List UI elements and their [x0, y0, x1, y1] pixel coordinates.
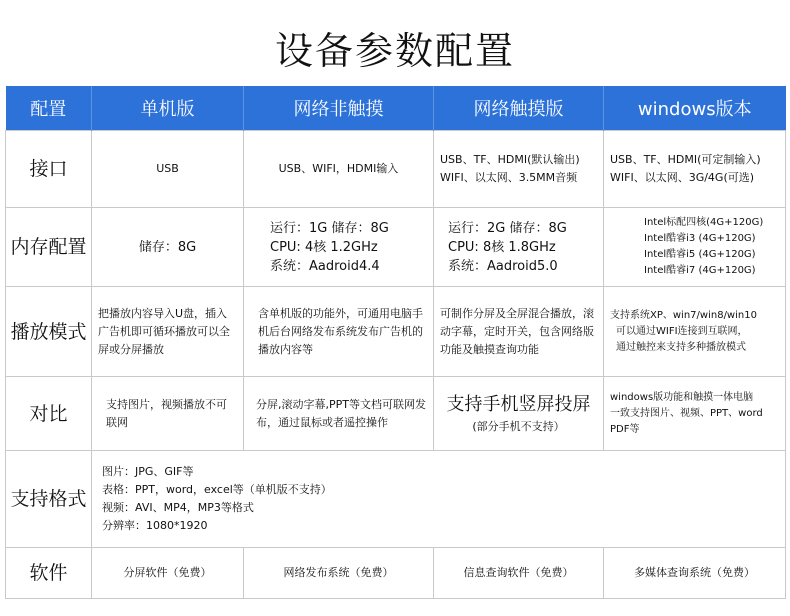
memory-touch-line: 系统：Aadroid5.0	[448, 258, 558, 274]
software-windows: 多媒体查询系统（免费）	[604, 548, 786, 599]
header-standalone: 单机版	[92, 86, 244, 131]
memory-windows	[604, 208, 786, 287]
playback-nontouch-text: 含单机版的功能外，可通用电脑手机后台网络发布系统发布广告机的播放内容等	[258, 306, 423, 356]
header-network-touch: 网络触摸版	[434, 86, 604, 131]
compare-standalone	[92, 377, 244, 451]
interface-network-touch-line: USB、TF、HDMI(默认输出)	[440, 153, 580, 166]
table-row	[6, 377, 786, 451]
playback-windows	[604, 287, 786, 377]
table-row	[6, 451, 786, 548]
memory-nontouch-line: 运行：1G 储存：8G	[270, 220, 389, 236]
software-standalone: 分屏软件（免费）	[92, 548, 244, 599]
memory-network-touch	[434, 208, 604, 287]
memory-windows-line: Intel酷睿i3 (4G+120G)	[644, 233, 756, 244]
playback-standalone-text: 把播放内容导入U盘，插入广告机即可循环播放可以全屏或分屏播放	[98, 306, 230, 356]
compare-windows-line: 一致支持图片、视频、PPT、word	[610, 407, 763, 419]
table-row	[6, 208, 786, 287]
header-network-nontouch: 网络非触摸	[244, 86, 434, 131]
software-network-nontouch: 网络发布系统（免费）	[244, 548, 434, 599]
row-label-compare: 对比	[6, 377, 92, 451]
formats-cell	[92, 451, 786, 548]
table-header-row	[6, 86, 786, 131]
memory-windows-line: Intel酷睿i7 (4G+120G)	[644, 265, 756, 276]
playback-network-nontouch	[244, 287, 434, 377]
row-label-formats: 支持格式	[6, 451, 92, 548]
row-label-memory: 内存配置	[6, 208, 92, 287]
compare-network-nontouch	[244, 377, 434, 451]
row-label-playback: 播放模式	[6, 287, 92, 377]
formats-line: 表格：PPT，word，excel等（单机版不支持）	[102, 483, 332, 496]
memory-windows-line: Intel酷睿i5 (4G+120G)	[644, 249, 756, 260]
memory-touch-line: 运行：2G 储存：8G	[448, 220, 567, 236]
spec-table	[5, 86, 786, 599]
table-row	[6, 131, 786, 208]
playback-windows-line: 通过触控来支持多种播放模式	[616, 341, 746, 353]
compare-windows	[604, 377, 786, 451]
memory-windows-line: Intel标配四核(4G+120G)	[644, 217, 764, 228]
playback-network-touch	[434, 287, 604, 377]
compare-nontouch-text: 分屏,滚动字幕,PPT等文档可联网发布，通过鼠标或者遥控操作	[256, 397, 426, 429]
interface-network-nontouch: USB、WIFI，HDMI输入	[244, 131, 434, 208]
compare-network-touch	[434, 377, 604, 451]
playback-standalone	[92, 287, 244, 377]
compare-windows-line: windows版功能和触摸一体电脑	[610, 391, 754, 403]
memory-standalone: 储存：8G	[92, 208, 244, 287]
interface-windows-line: WIFI、以太网、3G/4G(可选)	[610, 171, 755, 184]
table-row	[6, 548, 786, 599]
formats-line: 分辨率：1080*1920	[102, 519, 208, 532]
interface-windows	[604, 131, 786, 208]
memory-nontouch-line: 系统：Aadroid4.4	[270, 258, 380, 274]
compare-windows-line: PDF等	[610, 423, 640, 435]
software-network-touch: 信息查询软件（免费）	[434, 548, 604, 599]
formats-line: 视频：AVI、MP4，MP3等格式	[102, 501, 254, 514]
interface-network-touch	[434, 131, 604, 208]
compare-standalone-text: 支持图片，视频播放不可联网	[106, 397, 227, 429]
header-config: 配置	[6, 86, 92, 131]
memory-network-nontouch	[244, 208, 434, 287]
formats-line: 图片：JPG、GIF等	[102, 465, 194, 478]
interface-windows-line: USB、TF、HDMI(可定制输入)	[610, 153, 761, 166]
playback-touch-text: 可制作分屏及全屏混合播放，滚动字幕，定时开关，包含网络版功能及触摸查询功能	[440, 306, 594, 356]
page-title: 设备参数配置	[274, 29, 515, 73]
interface-network-touch-line: WIFI、以太网、3.5MM音频	[440, 171, 578, 184]
header-windows: windows版本	[604, 86, 786, 131]
playback-windows-line: 支持系统XP、win7/win8/win10	[610, 309, 757, 321]
compare-touch-note: (部分手机不支持）	[472, 419, 565, 433]
row-label-interface: 接口	[6, 131, 92, 208]
memory-nontouch-line: CPU: 4核 1.2GHz	[270, 239, 378, 255]
memory-touch-line: CPU: 8核 1.8GHz	[448, 239, 556, 255]
compare-touch-headline: 支持手机竖屏投屏	[446, 393, 591, 415]
row-label-software: 软件	[6, 548, 92, 599]
table-row	[6, 287, 786, 377]
interface-standalone: USB	[92, 131, 244, 208]
playback-windows-line: 可以通过WIFI连接到互联网，	[616, 325, 748, 337]
